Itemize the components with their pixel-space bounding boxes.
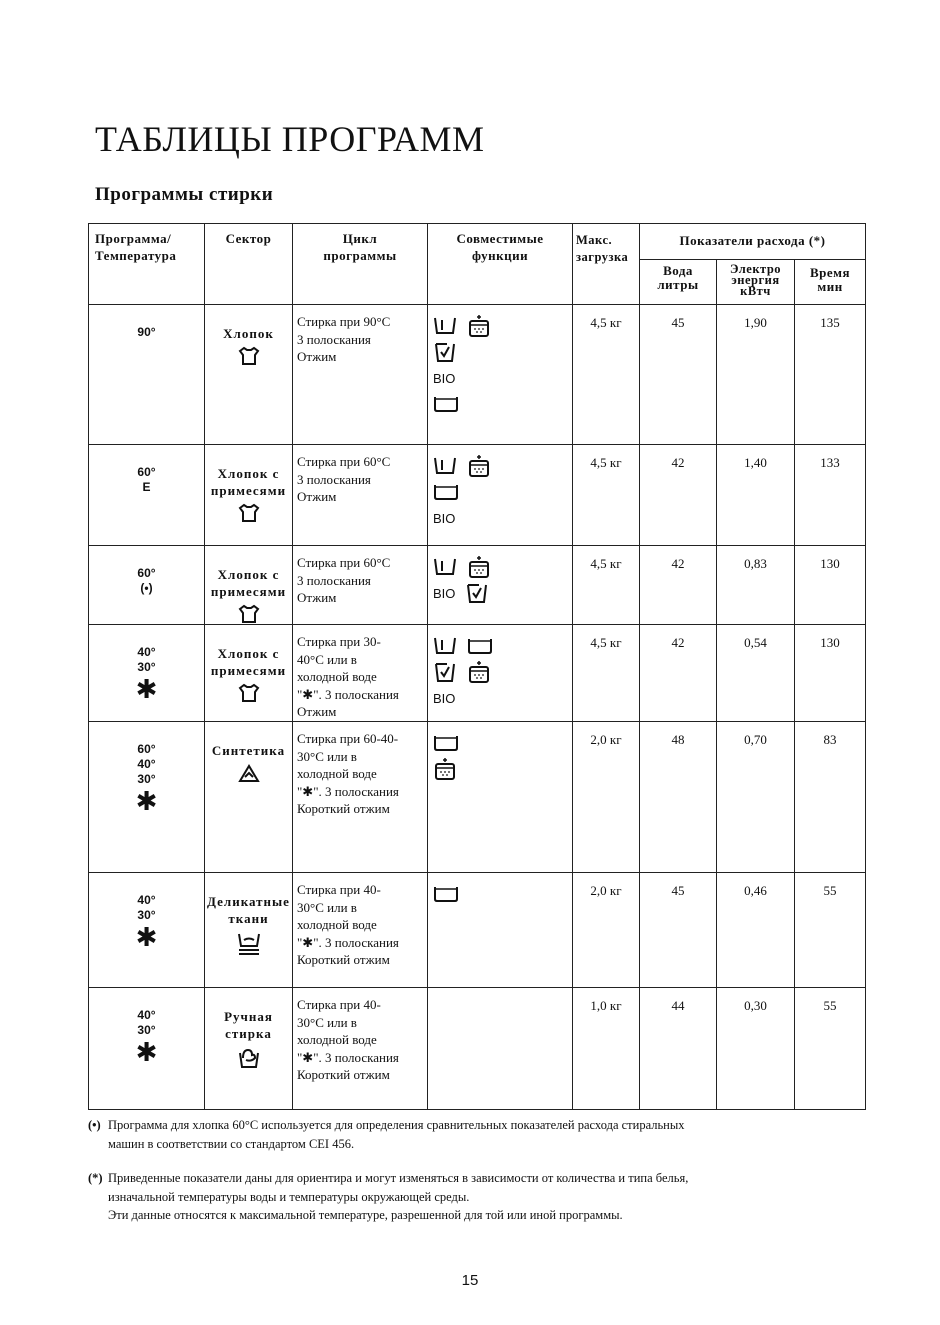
program-temperature: 60° E [89, 445, 205, 546]
time-minutes: 55 [795, 873, 866, 988]
delicates-icon [205, 931, 292, 955]
program-sector: Деликатные ткани [205, 873, 293, 988]
easy-iron-icon [465, 582, 489, 604]
time-minutes: 133 [795, 445, 866, 546]
energy-kwh: 0,30 [717, 988, 795, 1110]
program-cycle: Стирка при 40- 30°С или в холодной воде "✱". 3 полоскания Короткий отжим [293, 873, 428, 988]
prewash-icon [433, 636, 457, 656]
program-row [89, 988, 866, 1110]
rinse-hold-icon [433, 734, 459, 752]
handwash-icon [205, 1046, 292, 1070]
program-temperature: 60° 40° 30° ✱ [89, 722, 205, 873]
time-minutes: 130 [795, 625, 866, 722]
header-energy: Электро энергия кВтч [717, 260, 795, 305]
program-temperature: 90° [89, 305, 205, 445]
program-sector: Хлопок с примесями [205, 445, 293, 546]
water-liters: 45 [640, 305, 717, 445]
program-row [89, 722, 866, 873]
stain-icon [467, 314, 491, 338]
header-max-load: Макс. загрузка [573, 224, 640, 305]
cotton-icon [205, 346, 292, 366]
max-load: 4,5 кг [573, 625, 640, 722]
water-liters: 42 [640, 445, 717, 546]
program-cycle: Стирка при 60°С 3 полоскания Отжим [293, 445, 428, 546]
time-minutes: 130 [795, 546, 866, 625]
rinse-hold-icon [433, 885, 459, 903]
header-water: Вода литры [640, 260, 717, 305]
max-load: 2,0 кг [573, 873, 640, 988]
program-sector: Ручная стирка [205, 988, 293, 1110]
program-temperature: 40° 30° ✱ [89, 873, 205, 988]
footnote-standard: (•) Программа для хлопка 60°С используется для определения сравнительных показателей расхода стиральных машин в соответствии со стандартом CEI 456. [88, 1118, 685, 1151]
prewash-icon [433, 316, 457, 336]
energy-kwh: 0,83 [717, 546, 795, 625]
program-row [89, 546, 866, 625]
energy-kwh: 1,90 [717, 305, 795, 445]
program-sector: Синтетика [205, 722, 293, 873]
synthetics-icon [205, 763, 292, 783]
bio-label: BIO [433, 370, 456, 386]
compatible-functions [428, 546, 573, 625]
header-sector: Сектор [205, 224, 293, 305]
rinse-hold-icon [433, 395, 459, 413]
max-load: 1,0 кг [573, 988, 640, 1110]
header-program-temperature: Программа/ Температура [89, 224, 205, 305]
cotton-icon [205, 604, 292, 624]
programs-table [88, 223, 866, 1110]
water-liters: 42 [640, 546, 717, 625]
max-load: 2,0 кг [573, 722, 640, 873]
page-number: 15 [461, 1272, 479, 1289]
max-load: 4,5 кг [573, 305, 640, 445]
compatible-functions [428, 988, 573, 1110]
cold-wash-symbol: ✱ [135, 922, 158, 952]
water-liters: 44 [640, 988, 717, 1110]
rinse-hold-icon [433, 483, 459, 501]
cold-wash-symbol: ✱ [135, 674, 158, 704]
program-cycle: Стирка при 40- 30°С или в холодной воде "✱". 3 полоскания Короткий отжим [293, 988, 428, 1110]
cold-wash-symbol: ✱ [135, 1037, 158, 1067]
program-temperature: 40° 30° ✱ [89, 625, 205, 722]
time-minutes: 135 [795, 305, 866, 445]
compatible-functions [428, 722, 573, 873]
footnotes [88, 1116, 858, 1225]
prewash-icon [433, 456, 457, 476]
program-sector: Хлопок с примесями [205, 546, 293, 625]
water-liters: 48 [640, 722, 717, 873]
easy-iron-icon [433, 341, 457, 363]
page-title: ТАБЛИЦЫ ПРОГРАММ [95, 119, 485, 159]
energy-kwh: 0,70 [717, 722, 795, 873]
program-cycle: Стирка при 30- 40°С или в холодной воде "✱". 3 полоскания Отжим [293, 625, 428, 722]
program-cycle: Стирка при 60-40- 30°С или в холодной воде "✱". 3 полоскания Короткий отжим [293, 722, 428, 873]
program-sector: Хлопок с примесями [205, 625, 293, 722]
compatible-functions [428, 445, 573, 546]
header-cycle: Цикл программы [293, 224, 428, 305]
max-load: 4,5 кг [573, 445, 640, 546]
energy-kwh: 1,40 [717, 445, 795, 546]
program-temperature: 40° 30° ✱ [89, 988, 205, 1110]
stain-icon [433, 757, 457, 781]
bio-label: BIO [433, 690, 456, 706]
program-row [89, 625, 866, 722]
compatible-functions [428, 305, 573, 445]
time-minutes: 83 [795, 722, 866, 873]
header-consumption: Показатели расхода (*) [640, 224, 866, 260]
stain-icon [467, 454, 491, 478]
program-row [89, 305, 866, 445]
prewash-icon [433, 557, 457, 577]
cotton-icon [205, 683, 292, 703]
rinse-hold-icon [467, 637, 493, 655]
footnote-consumption: (*) Приведенные показатели даны для ориентира и могут изменяться в зависимости от количества и типа белья, изначальной температуры воды и температуры окружающей среды. [88, 1171, 689, 1204]
easy-iron-icon [433, 661, 457, 683]
header-time: Время мин [795, 260, 866, 305]
program-row [89, 445, 866, 546]
program-row [89, 873, 866, 988]
time-minutes: 55 [795, 988, 866, 1110]
bio-label: BIO [433, 585, 456, 601]
stain-icon [467, 660, 491, 684]
water-liters: 45 [640, 873, 717, 988]
stain-icon [467, 555, 491, 579]
bio-label: BIO [433, 510, 456, 526]
program-sector: Хлопок [205, 305, 293, 445]
cotton-icon [205, 503, 292, 523]
program-cycle: Стирка при 60°С 3 полоскания Отжим [293, 546, 428, 625]
section-subtitle: Программы стирки [95, 184, 274, 205]
header-functions: Совместимые функции [428, 224, 573, 305]
program-cycle: Стирка при 90°С 3 полоскания Отжим [293, 305, 428, 445]
max-load: 4,5 кг [573, 546, 640, 625]
program-temperature: 60° (•) [89, 546, 205, 625]
cold-wash-symbol: ✱ [135, 786, 158, 816]
energy-kwh: 0,46 [717, 873, 795, 988]
energy-kwh: 0,54 [717, 625, 795, 722]
compatible-functions [428, 625, 573, 722]
footnote-max-temperature: Эти данные относятся к максимальной температуре, разрешенной для той или иной программы. [108, 1208, 623, 1222]
compatible-functions [428, 873, 573, 988]
water-liters: 42 [640, 625, 717, 722]
